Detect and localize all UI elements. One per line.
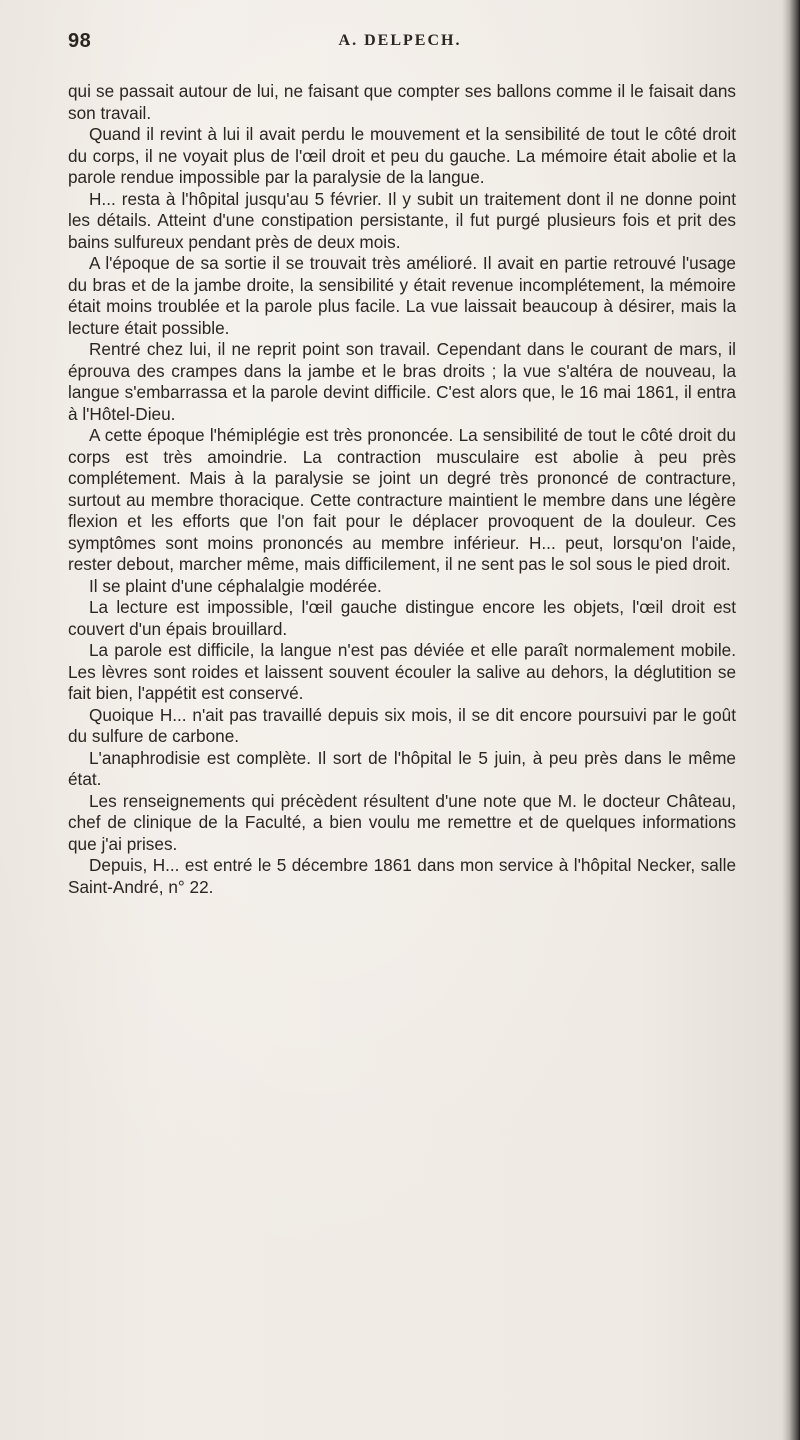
paragraph: Les renseignements qui précèdent résultent d'une note que M. le docteur Château, chef de clinique de la Faculté, a bien voulu me remettre et de quelques informations que j'ai prises. xyxy=(68,790,736,854)
page-gutter-shadow xyxy=(782,0,800,1440)
paragraph: Quoique H... n'ait pas travaillé depuis six mois, il se dit encore poursuivi par le goût du sulfure de carbone. xyxy=(68,704,736,746)
body-text xyxy=(68,81,736,898)
paragraph: A l'époque de sa sortie il se trouvait très amélioré. Il avait en partie retrouvé l'usage du bras et de la jambe droite, la sensibilité y était revenue incomplétement, la mémoire était moins troublée et la parole plus facile. La vue laissait beaucoup à désirer, mais la lecture était possible. xyxy=(68,253,736,338)
page-header xyxy=(68,30,732,70)
paragraph: Quand il revint à lui il avait perdu le mouvement et la sensibilité de tout le côté droit du corps, il ne voyait plus de l'œil droit et peu du gauche. La mémoire était abolie et la parole rendue impossible par la paralysie de la langue. xyxy=(68,124,736,187)
paragraph: A cette époque l'hémiplégie est très prononcée. La sensibilité de tout le côté droit du corps est très amoindrie. La contraction musculaire est abolie à peu près complétement. Mais à la paralysie se joint un degré très prononcé de contracture, surtout au membre thoracique. Cette contracture maintient le membre dans une légère flexion et les efforts que l'on fait pour le déplacer provoquent de la douleur. Ces symptômes sont moins prononcés au membre inférieur. H... peut, lorsqu'on l'aide, rester debout, marcher même, mais difficilement, il ne sent pas le sol sous le pied droit. xyxy=(68,425,736,574)
paragraph: qui se passait autour de lui, ne faisant que compter ses ballons comme il le faisait dans son travail. xyxy=(68,81,736,123)
paragraph: L'anaphrodisie est complète. Il sort de l'hôpital le 5 juin, à peu près dans le même état. xyxy=(68,747,736,789)
paragraph: La parole est difficile, la langue n'est pas déviée et elle paraît normalement mobile. Les lèvres sont roides et laissent souvent écouler la salive au dehors, la déglutition se fait bien, l'appétit est conservé. xyxy=(68,640,736,703)
paragraph: La lecture est impossible, l'œil gauche distingue encore les objets, l'œil droit est couvert d'un épais brouillard. xyxy=(68,597,736,639)
page-number: 98 xyxy=(68,30,92,52)
running-head: A. DELPECH. xyxy=(338,32,462,49)
paragraph: Il se plaint d'une céphalalgie modérée. xyxy=(89,575,382,596)
paragraph: Depuis, H... est entré le 5 décembre 1861 dans mon service à l'hôpital Necker, salle Saint-André, n° 22. xyxy=(68,855,736,897)
paragraph: Rentré chez lui, il ne reprit point son travail. Cependant dans le courant de mars, il éprouva des crampes dans la jambe et le bras droits ; la vue s'altéra de nouveau, la langue s'embarrassa et la parole devint difficile. C'est alors que, le 16 mai 1861, il entra à l'Hôtel-Dieu. xyxy=(68,339,736,424)
paragraph: H... resta à l'hôpital jusqu'au 5 février. Il y subit un traitement dont il ne donne point les détails. Atteint d'une constipation persistante, il fut purgé plusieurs fois et prit des bains sulfureux pendant près de deux mois. xyxy=(68,188,736,252)
